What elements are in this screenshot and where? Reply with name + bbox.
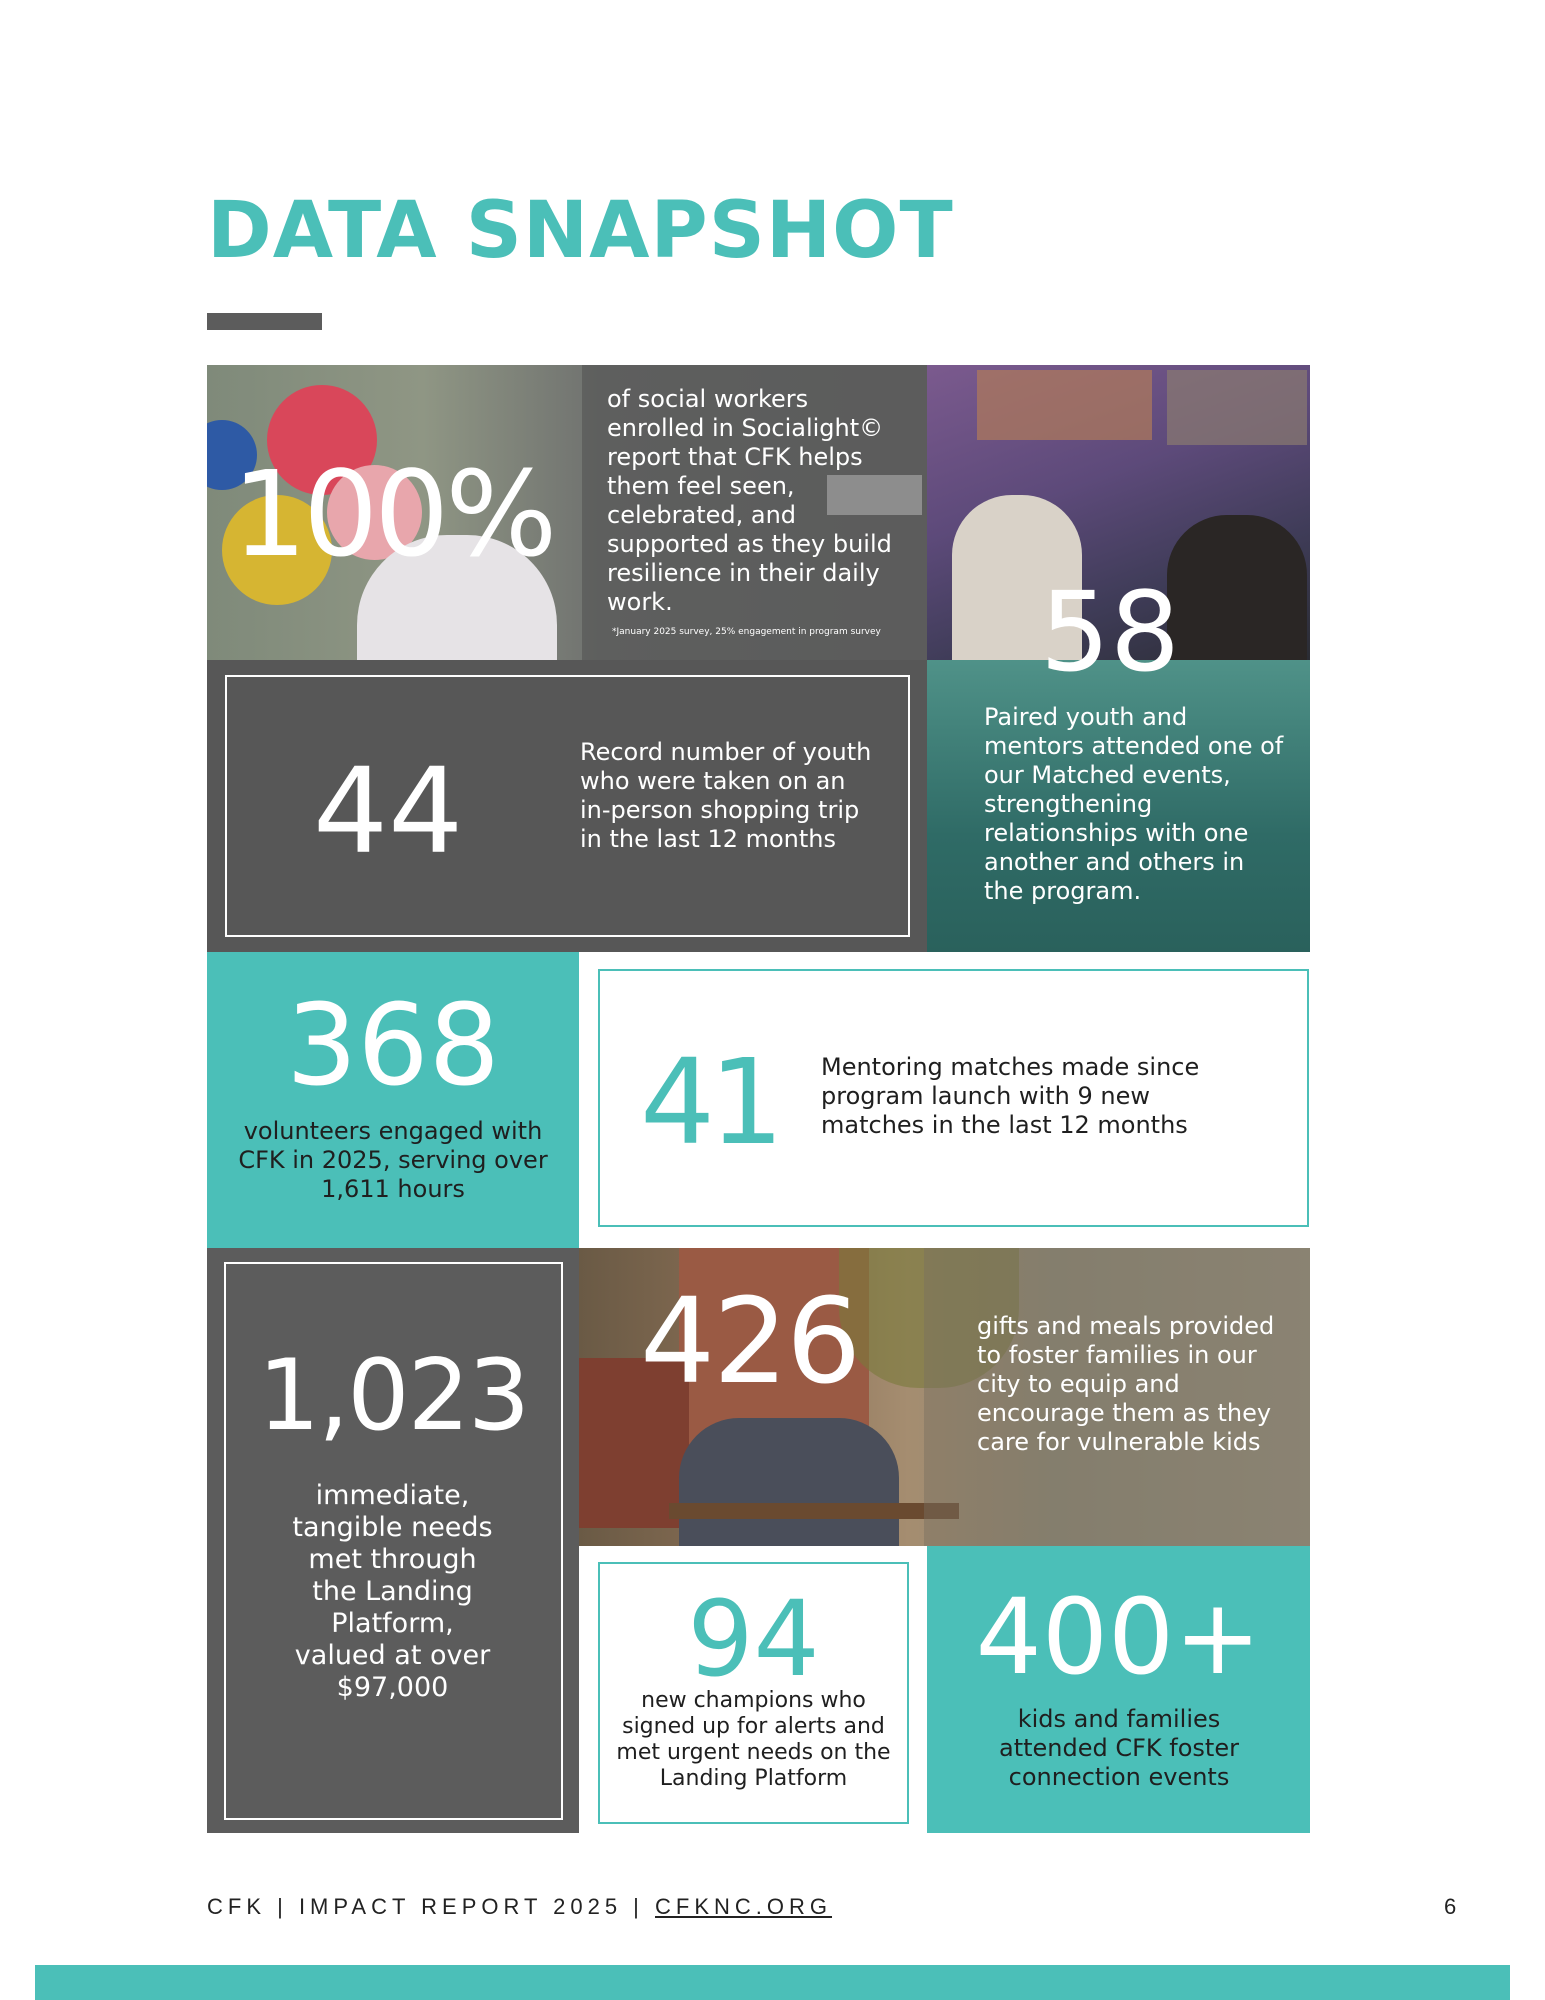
footer-accent-bar: [35, 1965, 1510, 2000]
title-underline: [207, 313, 322, 330]
footer-text: [207, 1894, 832, 1920]
stat-number-gifts: 426: [640, 1272, 860, 1410]
people-image: [679, 1418, 899, 1546]
stat-number-events: 400+: [975, 1576, 1262, 1698]
stat-text-social-workers: of social workers enrolled in Socialight© report that CFK helps them feel seen, celebrated, and supported as they build resilience in their daily work.: [607, 385, 892, 616]
footer-prefix: CFK | IMPACT REPORT 2025 |: [207, 1894, 656, 1919]
page-number: 6: [1444, 1894, 1457, 1919]
stat-number-volunteers: 368: [286, 981, 500, 1111]
page-title: DATA SNAPSHOT: [207, 186, 954, 276]
stat-text-events: kids and families attended CFK foster connection events: [999, 1705, 1239, 1791]
stat-number-mentoring: 41: [640, 1033, 779, 1171]
stat-number-shopping: 44: [313, 742, 464, 880]
stat-number-matched-events: 58: [1040, 568, 1180, 696]
mentor-figure-image: [1167, 515, 1307, 660]
stat-text-champions: new champions who signed up for alerts and met urgent needs on the Landing Platform: [616, 1688, 891, 1791]
screen-image: [1167, 370, 1307, 445]
stat-text-mentoring: Mentoring matches made since program launch with 9 new matches in the last 12 months: [821, 1053, 1200, 1139]
table-image: [669, 1503, 959, 1519]
stat-text-shopping: Record number of youth who were taken on an in-person shopping trip in the last 12 months: [580, 738, 872, 853]
stat-number-social-workers: 100%: [232, 445, 554, 583]
stat-number-landing-needs: 1,023: [257, 1339, 529, 1453]
stat-text-gifts: gifts and meals provided to foster families in our city to equip and encourage them as they care for vulnerable kids: [977, 1312, 1275, 1456]
stat-text-landing-needs: immediate, tangible needs met through the Landing Platform, valued at over $97,000: [292, 1480, 493, 1703]
stat-text-volunteers: volunteers engaged with CFK in 2025, serving over 1,611 hours: [238, 1117, 548, 1203]
screen-image: [977, 370, 1152, 440]
footnote-survey: *January 2025 survey, 25% engagement in program survey: [612, 627, 881, 637]
stat-text-matched-events: Paired youth and mentors attended one of our Matched events, strengthening relationships with one another and others in the program.: [984, 703, 1284, 905]
footer-website-link[interactable]: CFKNC.ORG: [655, 1894, 833, 1919]
stat-number-champions: 94: [687, 1578, 820, 1700]
